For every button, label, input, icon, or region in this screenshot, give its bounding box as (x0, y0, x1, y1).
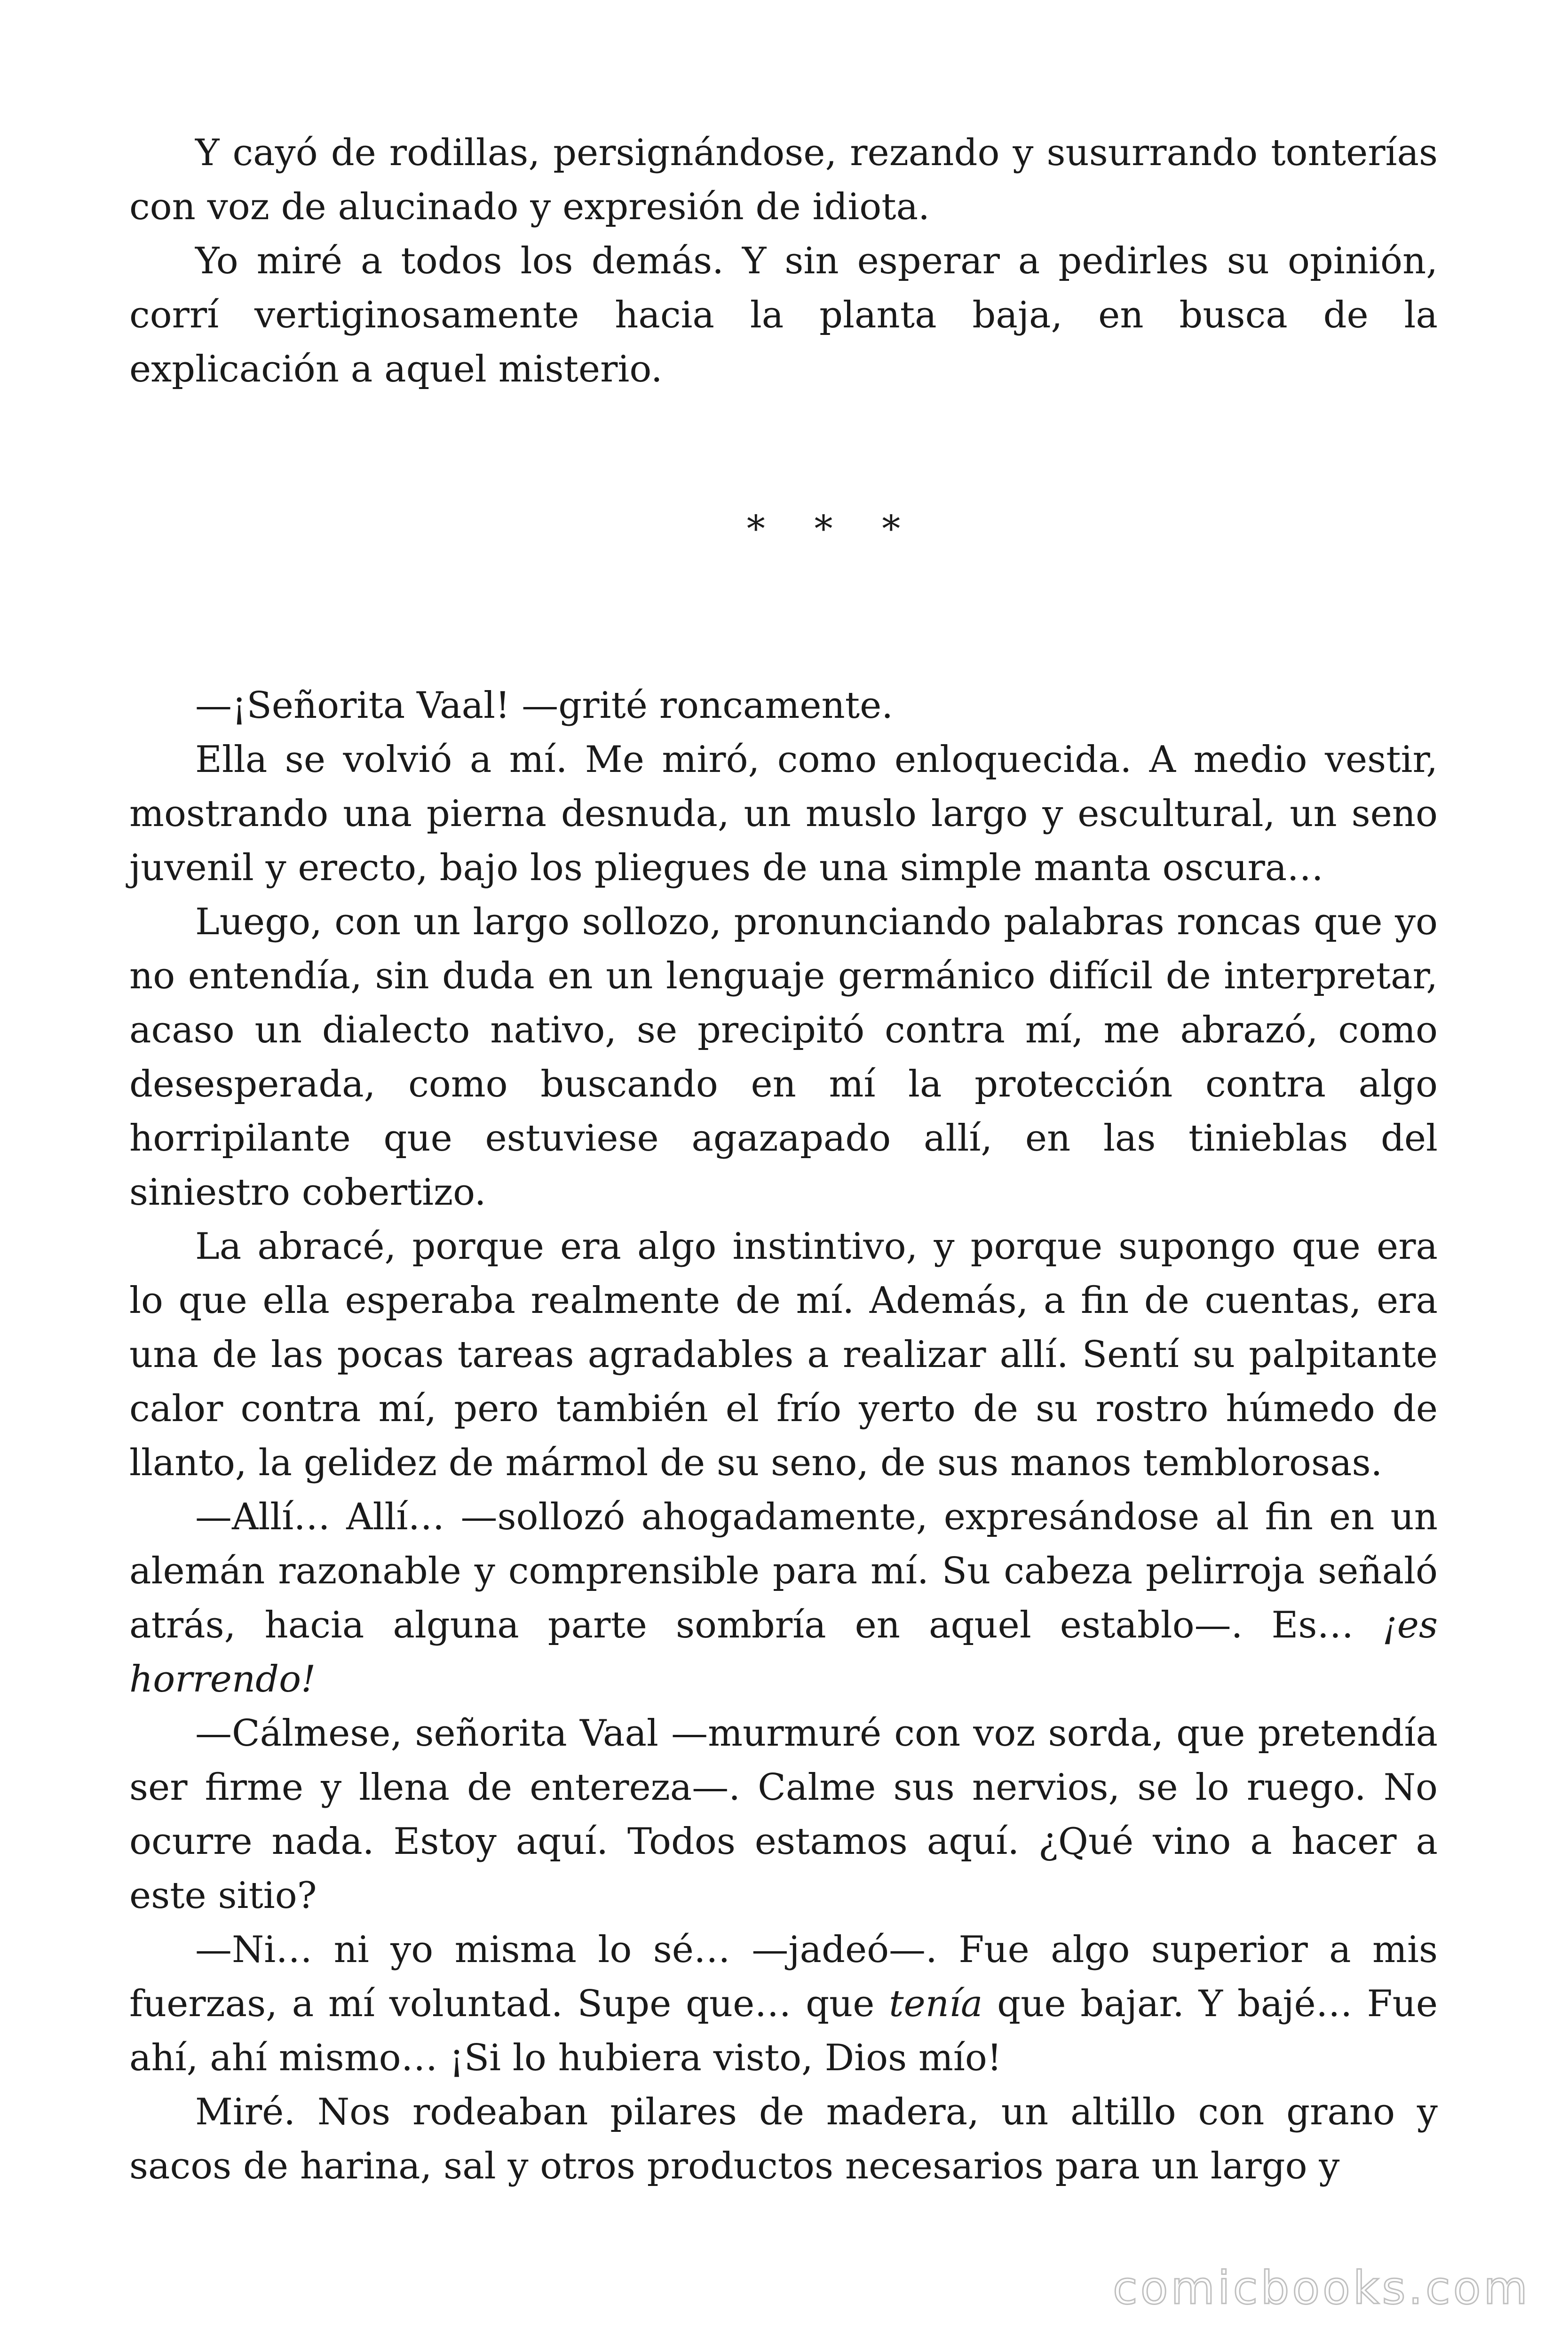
paragraph-7-text-after: que bajar. Y bajé… Fue ahí, ahí mismo… ¡Si lo hubiera visto, Dios mío! (129, 1983, 1438, 2079)
watermark: comicbooks.com (1112, 2262, 1530, 2314)
paragraph-3: Luego, con un largo sollozo, pronunciando palabras roncas que yo no entendía, sin duda en un lenguaje germánico difícil de interpretar, acaso un dialecto nativo, se precipitó contra mí, me abrazó, como desesperada, como buscando en mí la protección contra algo horripilante que estuviese agazapado allí, en las tinieblas del siniestro cobertizo. (129, 901, 1438, 1214)
paragraph-5-text: —Allí… Allí… —sollozó ahogadamente, expresándose al fin en un alemán razonable y comprensible para mí. Su cabeza pelirroja señaló atrás, hacia alguna parte sombría en aquel establo—. Es… (129, 1496, 1438, 1646)
paragraph-top-2: Yo miré a todos los demás. Y sin esperar a pedirles su opinión, corrí vertiginosamente hacia la planta baja, en busca de la explicación a aquel misterio. (129, 240, 1438, 390)
paragraph-4: La abracé, porque era algo instintivo, y porque supongo que era lo que ella esperaba realmente de mí. Además, a fin de cuentas, era una de las pocas tareas agradables a realizar allí. Sentí su palpitante calor contra mí, pero también el frío yerto de su rostro húmedo de llanto, la gelidez de mármol de su seno, de sus manos temblorosas. (129, 1225, 1438, 1484)
book-page (129, 126, 1438, 2193)
paragraph-7 (129, 1923, 1438, 2085)
paragraph-8: Miré. Nos rodeaban pilares de madera, un altillo con grano y sacos de harina, sal y otros productos necesarios para un largo y (129, 2091, 1438, 2187)
section-separator: * * * (746, 508, 919, 550)
paragraph-5-italic: ¡es horrendo! (129, 1604, 1438, 1700)
paragraph-7-italic: tenía (889, 1983, 983, 2025)
paragraph-7-text-before: —Ni… ni yo misma lo sé… —jadeó—. Fue algo superior a mis fuerzas, a mí voluntad. Supe que… que (129, 1929, 1438, 2025)
paragraph-2: Ella se volvió a mí. Me miró, como enloquecida. A medio vestir, mostrando una pierna desnuda, un muslo largo y escultural, un seno juvenil y erecto, bajo los pliegues de una simple manta oscura… (129, 739, 1438, 889)
paragraph-6: —Cálmese, señorita Vaal —murmuré con voz sorda, que pretendía ser firme y llena de entereza—. Calme sus nervios, se lo ruego. No ocurre nada. Estoy aquí. Todos estamos aquí. ¿Qué vino a hacer a este sitio? (129, 1712, 1438, 1917)
paragraph-1: —¡Señorita Vaal! —grité roncamente. (195, 684, 894, 727)
paragraph-5 (129, 1490, 1438, 1707)
paragraph-top-1: Y cayó de rodillas, persignándose, rezando y susurrando tonterías con voz de alucinado y expresión de idiota. (129, 132, 1438, 228)
